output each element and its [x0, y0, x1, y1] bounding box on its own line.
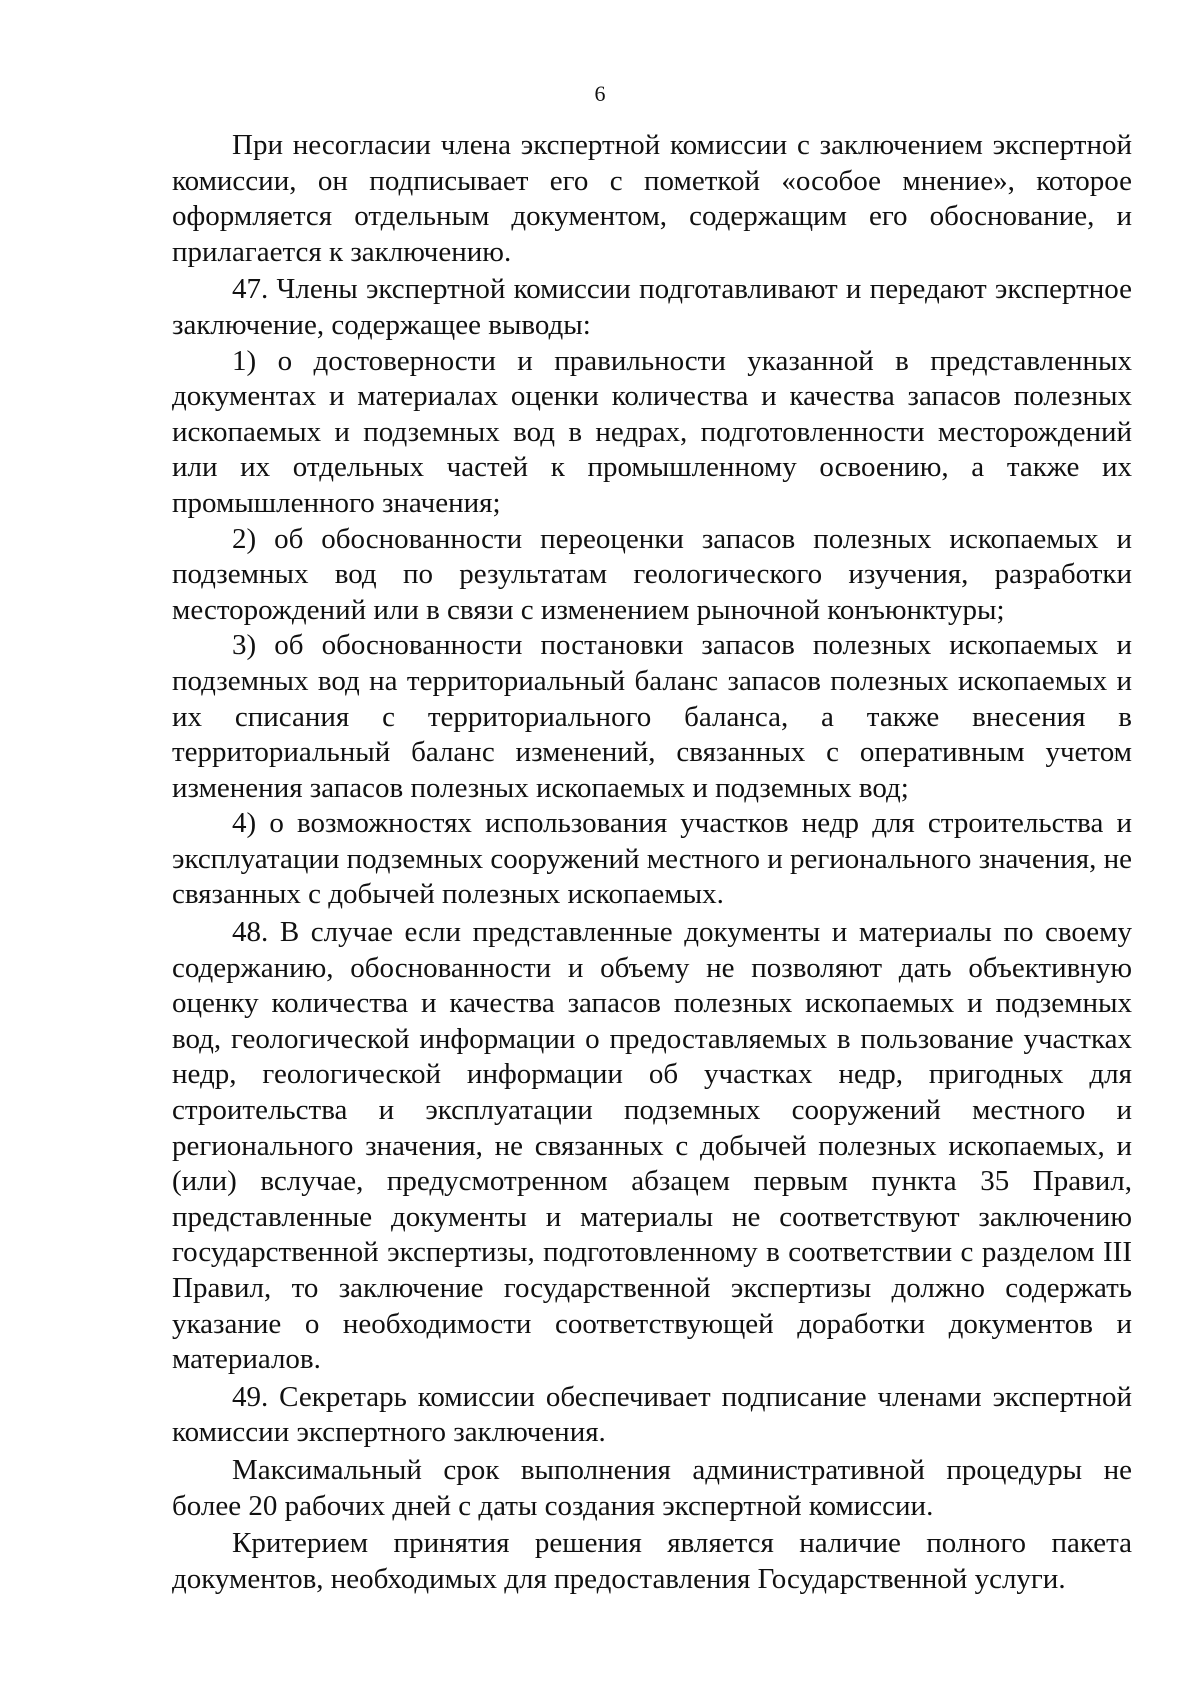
paragraph-47-item-4: 4) о возможностях использования участков недр для строительства и эксплуатации подземных сооружений местного и регионального значения, не связанных с добычей полезных ископаемых. — [172, 807, 1132, 911]
paragraph-criterion: Критерием принятия решения является наличие полного пакета документов, необходимых для предоставления Государственной услуги. — [172, 1527, 1132, 1595]
paragraph-47-item-1: 1) о достоверности и правильности указанной в представленных документах и материалах оценки количества и качества запасов полезных ископаемых и подземных вод в недрах, подготовленности месторождений или их отдельных частей к промышленному освоению, а также их промышленного значения; — [172, 344, 1132, 519]
paragraph-max-term: Максимальный срок выполнения административной процедуры не более 20 рабочих дней с даты создания экспертной комиссии. — [172, 1453, 1132, 1522]
page-number: 6 — [594, 81, 606, 106]
paragraph-47: 47. Члены экспертной комиссии подготавливают и передают экспертное заключение, содержащее выводы: — [172, 273, 1132, 341]
paragraph-48: 48. В случае если представленные документы и материалы по своему содержанию, обоснованности и объему не позволяют дать объективную оценку количества и качества запасов полезных ископаемых и подземных вод, геологической информации о предоставляемых в пользование участках недр, геологической информации об участках недр, пригодных для строительства и эксплуатации подземных сооружений местного и регионального значения, не связанных с добычей полезных ископаемых, и (или) вслучае, предусмотренном абзацем первым пункта 35 Правил, представленные документы и материалы не соответствуют заключению государственной экспертизы, подготовленному в соответствии с разделом III Правил, то заключение государственной экспертизы должно содержать указание о необходимости соответствующей доработки документов и материалов. — [172, 916, 1132, 1376]
paragraph-47-item-2: 2) об обоснованности переоценки запасов полезных ископаемых и подземных вод по результатам геологического изучения, разработки месторождений или в связи с изменением рыночной конъюнктуры; — [172, 522, 1132, 626]
paragraph-47-item-3: 3) об обоснованности постановки запасов полезных ископаемых и подземных вод на территориальный баланс запасов полезных ископаемых и их списания с территориального баланса, а также внесения в территориальный баланс изменений, связанных с оперативным учетом изменения запасов полезных ископаемых и подземных вод; — [172, 629, 1132, 804]
paragraph-dissent: При несогласии члена экспертной комиссии с заключением экспертной комиссии, он подписывает его с пометкой «особое мнение», которое оформляется отдельным документом, содержащим его обоснование, и прилагается к заключению. — [172, 129, 1132, 268]
paragraph-49: 49. Секретарь комиссии обеспечивает подписание членами экспертной комиссии экспертного заключения. — [172, 1380, 1132, 1449]
document-body — [172, 128, 1132, 1597]
